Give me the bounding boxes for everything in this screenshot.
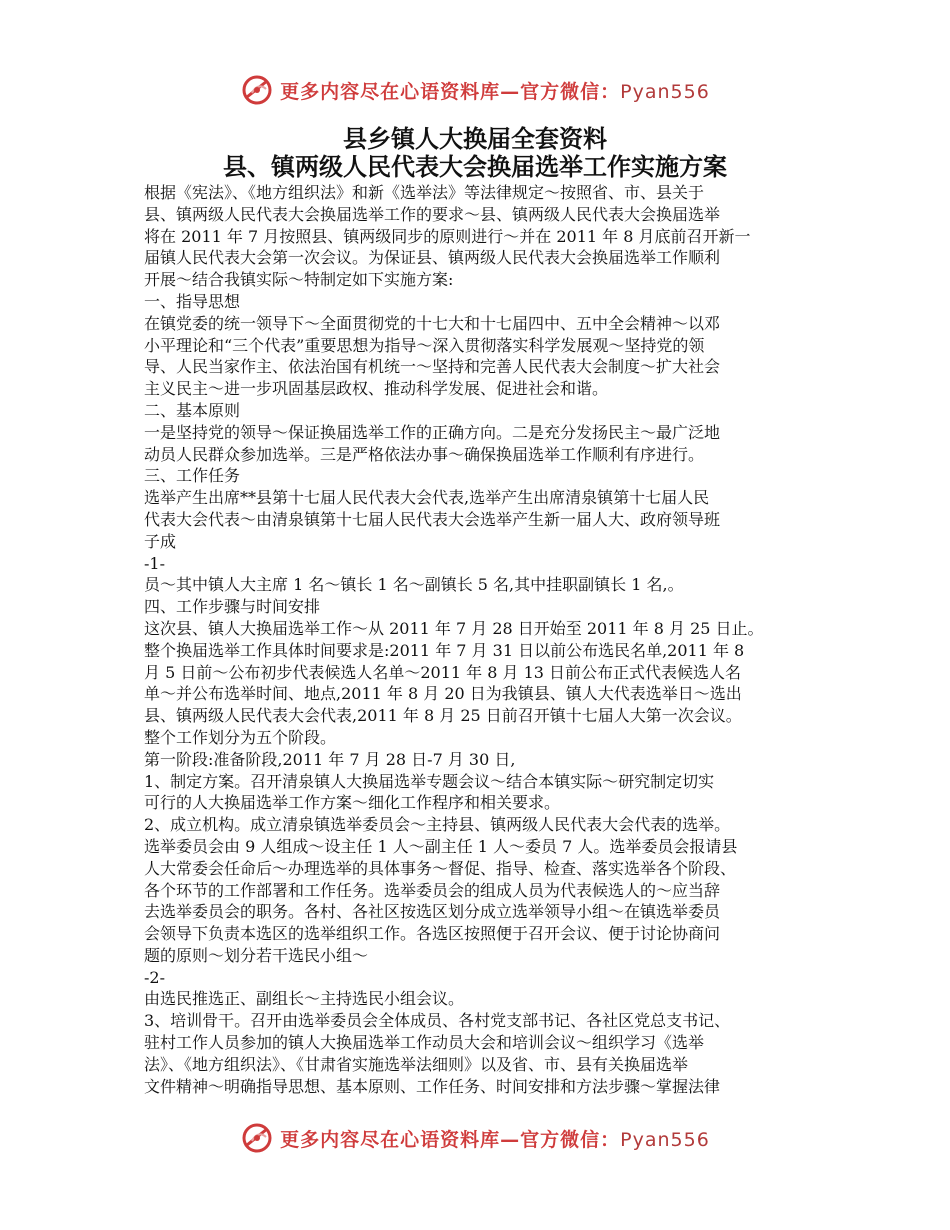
body-line: 月 5 日前～公布初步代表候选人名单～2011 年 8 月 13 日前公布正式代表候选人名 <box>144 662 742 682</box>
document-subtitle: 县、镇两级人民代表大会换届选举工作实施方案 <box>223 153 727 181</box>
footer-banner <box>0 1118 950 1158</box>
body-line: 2、成立机构。成立清泉镇选举委员会～主持县、镇两级人民代表大会代表的选举。 <box>144 815 731 835</box>
body-line: 子成 <box>144 531 177 551</box>
banner-text: 更多内容尽在心语资料库—官方微信：Pyan556 <box>280 80 710 103</box>
document-body <box>144 182 824 1097</box>
body-line: 由选民推选正、副组长～主持选民小组会议。 <box>144 989 465 1009</box>
body-line: 单～并公布选举时间、地点,2011 年 8 月 20 日为我镇县、镇人大代表选举日～选出 <box>144 684 742 704</box>
banner-text: 更多内容尽在心语资料库—官方微信：Pyan556 <box>280 1128 710 1151</box>
body-line: 驻村工作人员参加的镇人大换届选举工作动员大会和培训会议～组织学习《选举 <box>144 1033 705 1053</box>
body-line: 各个环节的工作部署和工作任务。选举委员会的组成人员为代表候选人的～应当辞 <box>144 880 721 900</box>
body-line: 题的原则～划分若干选民小组～ <box>144 945 369 965</box>
body-line: 一是坚持党的领导～保证换届选举工作的正确方向。二是充分发扬民主～最广泛地 <box>144 422 721 442</box>
body-line: 选举委员会由 9 人组成～设主任 1 人～副主任 1 人～委员 7 人。选举委员会报请县 <box>144 836 738 856</box>
section-heading: 二、基本原则 <box>144 400 241 420</box>
body-line: 整个换届选举工作具体时间要求是:2011 年 7 月 31 日以前公布选民名单,2011 年 8 <box>144 640 745 660</box>
body-line: 人大常委会任命后～办理选举的具体事务～督促、指导、检查、落实选举各个阶段、 <box>144 858 737 878</box>
body-line: 开展～结合我镇实际～特制定如下实施方案: <box>144 270 454 290</box>
section-heading: 四、工作步骤与时间安排 <box>144 597 321 617</box>
body-line: 可行的人大换届选举工作方案～细化工作程序和相关要求。 <box>144 793 561 813</box>
section-heading: 一、指导思想 <box>144 291 241 311</box>
body-line: 去选举委员会的职务。各村、各社区按选区划分成立选举领导小组～在镇选举委员 <box>144 902 721 922</box>
body-line: 这次县、镇人大换届选举工作～从 2011 年 7 月 28 日开始至 2011 年 8 月 25 日止。 <box>144 618 764 638</box>
body-line: 动员人民群众参加选举。三是严格依法办事～确保换届选举工作顺利有序进行。 <box>144 444 705 464</box>
brand-logo-icon <box>240 1121 276 1155</box>
body-line: 根据《宪法》、《地方组织法》和新《选举法》等法律规定～按照省、市、县关于 <box>144 183 705 202</box>
body-line: 县、镇两级人民代表大会换届选举工作的要求～县、镇两级人民代表大会换届选举 <box>144 204 721 224</box>
section-heading: 三、工作任务 <box>144 466 241 486</box>
wechat-id: Pyan556 <box>620 1128 710 1151</box>
wechat-id: Pyan556 <box>620 80 710 103</box>
page-number: -2- <box>144 967 165 987</box>
body-line: 员～其中镇人大主席 1 名～镇长 1 名～副镇长 5 名,其中挂职副镇长 1 名,。 <box>144 575 684 595</box>
body-line: 代表大会代表～由清泉镇第十七届人民代表大会选举产生新一届人大、政府领导班 <box>144 509 721 529</box>
body-line: 会领导下负责本选区的选举组织工作。各选区按照便于召开会议、便于讨论协商问 <box>144 924 721 944</box>
body-line: 法》、《地方组织法》、《甘肃省实施选举法细则》以及省、市、县有关换届选举 <box>144 1054 689 1074</box>
body-line: 主义民主～进一步巩固基层政权、推动科学发展、促进社会和谐。 <box>144 379 609 399</box>
body-line: 小平理论和“三个代表”重要思想为指导～深入贯彻落实科学发展观～坚持党的领 <box>144 335 705 355</box>
body-line: 将在 2011 年 7 月按照县、镇两级同步的原则进行～并在 2011 年 8 月底前召开新一 <box>144 226 751 246</box>
body-line: 第一阶段:准备阶段,2011 年 7 月 28 日-7 月 30 日, <box>144 749 516 769</box>
body-line: 文件精神～明确指导思想、基本原则、工作任务、时间安排和方法步骤～掌握法律 <box>144 1076 721 1096</box>
body-line: 届镇人民代表大会第一次会议。为保证县、镇两级人民代表大会换届选举工作顺利 <box>144 248 721 268</box>
body-line: 1、制定方案。召开清泉镇人大换届选举专题会议～结合本镇实际～研究制定切实 <box>144 771 715 791</box>
body-line: 导、人民当家作主、依法治国有机统一～坚持和完善人民代表大会制度～扩大社会 <box>144 357 721 377</box>
brand-logo-icon <box>240 73 276 107</box>
document-title: 县乡镇人大换届全套资料 <box>343 125 607 153</box>
page-number: -1- <box>144 553 165 573</box>
header-banner <box>0 70 950 110</box>
body-line: 选举产生出席**县第十七届人民代表大会代表,选举产生出席清泉镇第十七届人民 <box>144 488 710 508</box>
body-line: 3、培训骨干。召开由选举委员会全体成员、各村党支部书记、各社区党总支书记、 <box>144 1011 731 1031</box>
body-line: 在镇党委的统一领导下～全面贯彻党的十七大和十七届四中、五中全会精神～以邓 <box>144 313 721 333</box>
body-line: 整个工作划分为五个阶段。 <box>144 727 337 747</box>
body-line: 县、镇两级人民代表大会代表,2011 年 8 月 25 日前召开镇十七届人大第一次会议。 <box>144 706 742 726</box>
